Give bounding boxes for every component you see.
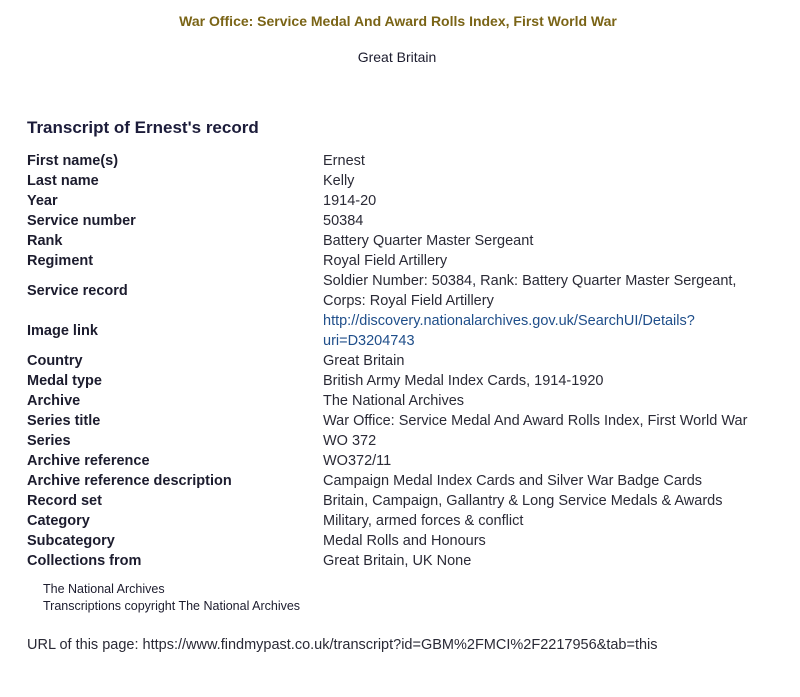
table-row [27, 191, 772, 211]
field-label: Series [27, 433, 71, 449]
transcript-table [27, 151, 772, 571]
table-row [27, 211, 772, 231]
table-row [27, 551, 772, 571]
field-value: 1914-20 [323, 193, 377, 209]
field-value: Britain, Campaign, Gallantry & Long Service Medals & Awards [323, 493, 723, 509]
transcript-heading: Transcript of Ernest's record [27, 118, 259, 137]
image-link-line-1[interactable]: http://discovery.nationalarchives.gov.uk/SearchUI/Details? [323, 313, 695, 329]
field-label: Archive [27, 393, 81, 409]
table-row [27, 491, 772, 511]
table-row [27, 231, 772, 251]
source-credits [43, 581, 300, 614]
field-value: Medal Rolls and Honours [323, 533, 486, 549]
field-value: Campaign Medal Index Cards and Silver War Badge Cards [323, 473, 703, 489]
field-label: Series title [27, 413, 101, 429]
service-record-line-2: Corps: Royal Field Artillery [323, 293, 494, 309]
field-label: First name(s) [27, 153, 119, 169]
table-row [27, 171, 772, 191]
field-value: The National Archives [323, 393, 465, 409]
field-label: Medal type [27, 373, 102, 389]
field-label: Subcategory [27, 533, 115, 549]
field-value: Military, armed forces & conflict [323, 513, 524, 529]
field-value: 50384 [323, 213, 364, 229]
field-label: Category [27, 513, 90, 529]
field-label: Record set [27, 493, 102, 509]
field-label: Service number [27, 213, 136, 229]
field-label: Service record [27, 283, 128, 299]
field-label: Archive reference [27, 453, 150, 469]
field-value: War Office: Service Medal And Award Rolls Index, First World War [323, 413, 748, 429]
copyright-notice: Transcriptions copyright The National Archives [43, 598, 301, 613]
service-record-line-1: Soldier Number: 50384, Rank: Battery Quarter Master Sergeant, [323, 273, 737, 289]
table-row [27, 311, 772, 351]
image-link[interactable] [323, 313, 695, 349]
table-row [27, 431, 772, 451]
field-value: British Army Medal Index Cards, 1914-1920 [323, 373, 604, 389]
field-label: Image link [27, 323, 98, 339]
source-archive: The National Archives [43, 582, 165, 596]
field-label: Country [27, 353, 83, 369]
field-value: Battery Quarter Master Sergeant [323, 233, 534, 249]
field-label: Regiment [27, 253, 94, 269]
table-row [27, 271, 772, 311]
table-row [27, 511, 772, 531]
table-row [27, 251, 772, 271]
table-row [27, 471, 772, 491]
page-url: URL of this page: https://www.findmypast.co.uk/transcript?id=GBM%2FMCI%2F2217956&tab=this [27, 637, 658, 653]
collection-country: Great Britain [357, 49, 437, 65]
table-row [27, 371, 772, 391]
field-value [323, 271, 772, 311]
image-link-cell [323, 311, 772, 351]
field-value: Royal Field Artillery [323, 253, 448, 269]
field-label: Year [27, 193, 58, 209]
table-row [27, 391, 772, 411]
table-row [27, 151, 772, 171]
record-collection-title: War Office: Service Medal And Award Rolls Index, First World War [179, 13, 617, 29]
field-label: Last name [27, 173, 99, 189]
image-link-line-2[interactable]: uri=D3204743 [323, 333, 415, 349]
field-value: WO 372 [323, 433, 377, 449]
field-label: Rank [27, 233, 63, 249]
field-label: Collections from [27, 553, 142, 569]
table-row [27, 411, 772, 431]
field-value: Great Britain [323, 353, 405, 369]
field-value: Kelly [323, 173, 355, 189]
field-value: Great Britain, UK None [323, 553, 472, 569]
field-value: Ernest [323, 153, 365, 169]
field-value: WO372/11 [323, 453, 392, 469]
table-row [27, 531, 772, 551]
table-row [27, 451, 772, 471]
table-row [27, 351, 772, 371]
field-label: Archive reference description [27, 473, 232, 489]
